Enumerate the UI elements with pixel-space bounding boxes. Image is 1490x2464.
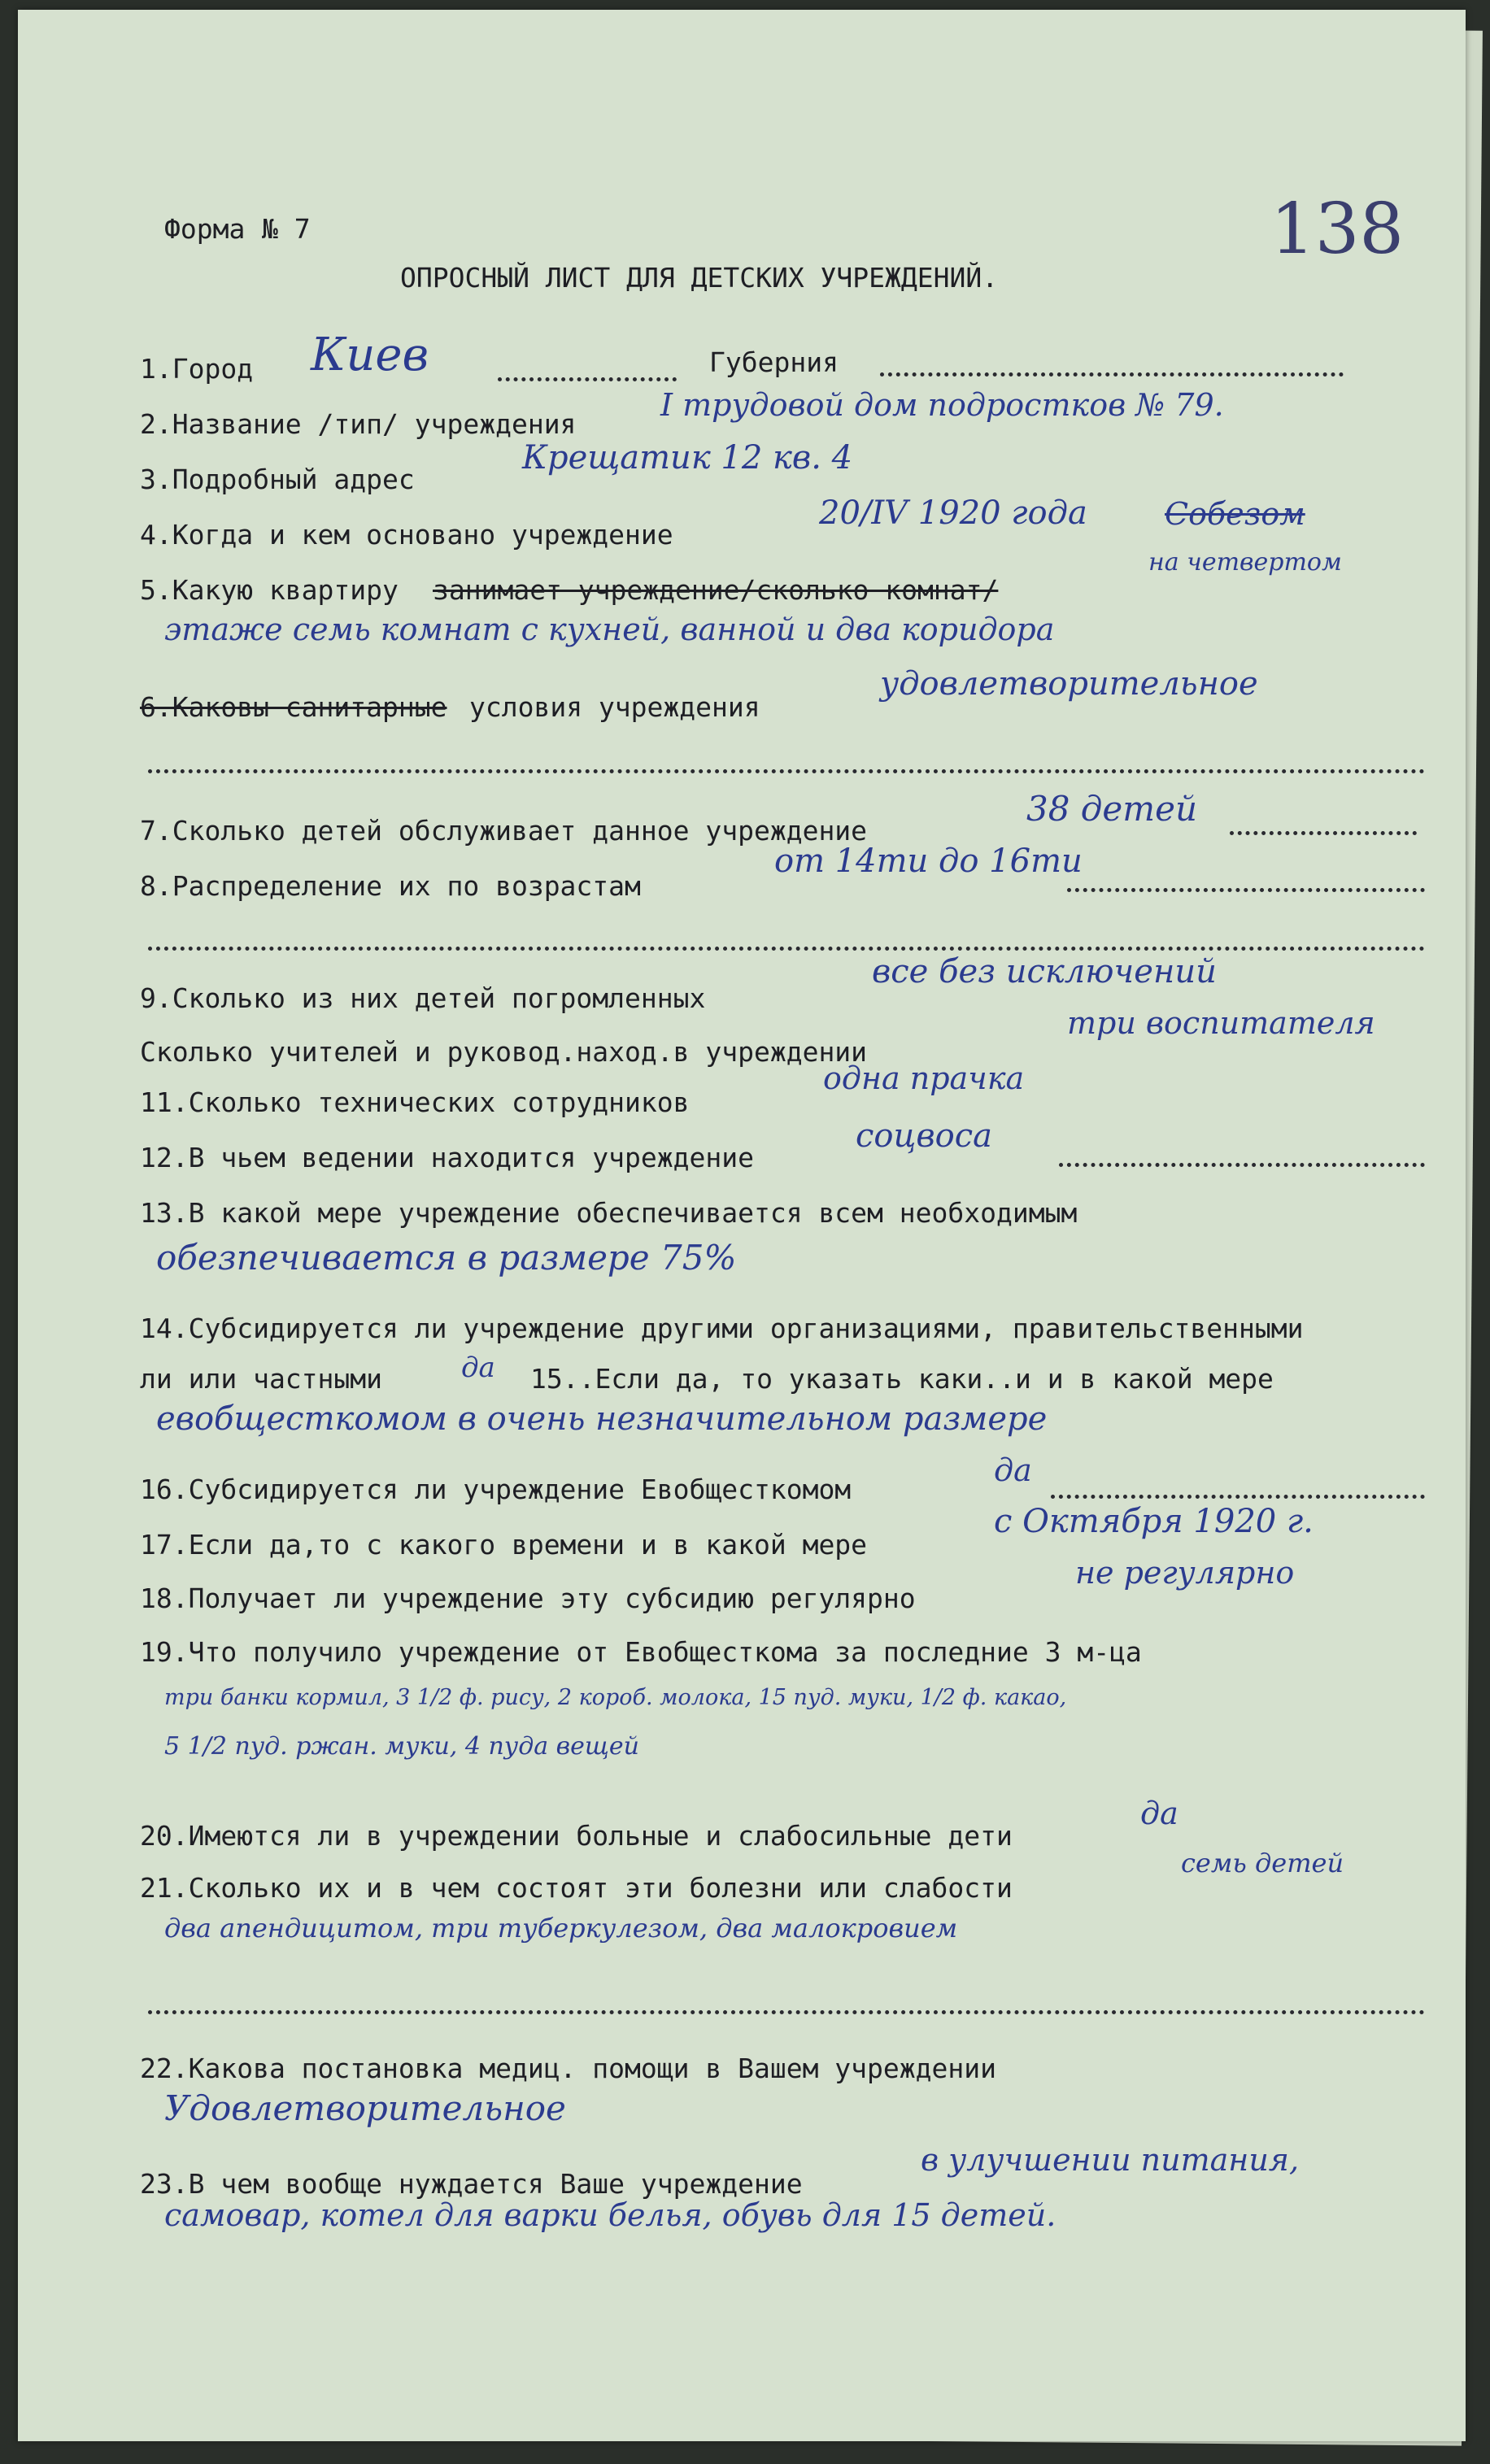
q23-answer-2: самовар, котел для варки белья, обувь для 15 детей. xyxy=(164,2197,1057,2233)
q5-answer: на четвертом xyxy=(1148,548,1342,577)
q18-answer: не регулярно xyxy=(1075,1555,1295,1591)
archive-number: 138 xyxy=(1270,189,1405,270)
q2-answer: I трудовой дом подростков № 79. xyxy=(660,387,1224,423)
q12-label: 12.В чьем ведении находится учреждение xyxy=(140,1142,754,1173)
q17-label: 17.Если да,то с какого времени и в какой мере xyxy=(140,1529,868,1561)
q1-dots xyxy=(498,377,677,381)
q5-label-struck: занимает учреждение/сколько комнат/ xyxy=(433,574,999,606)
q9-answer: все без исключений xyxy=(872,953,1217,990)
q6-label-struck: 6.Каковы санитарные xyxy=(140,691,447,723)
q1-answer: Киев xyxy=(311,329,429,381)
q17-answer: с Октября 1920 г. xyxy=(994,1503,1314,1540)
q4-answer-struck: Собезом xyxy=(1165,496,1305,532)
q10-answer: три воспитателя xyxy=(1067,1005,1375,1041)
q5-label: 5.Какую квартиру xyxy=(140,574,399,606)
q20-label: 20.Имеются ли в учреждении больные и слабосильные дети xyxy=(140,1820,1013,1852)
q12-answer: соцвоса xyxy=(856,1117,993,1155)
q19-label: 19.Что получило учреждение от Евобщесткома за последние 3 м-ца xyxy=(140,1636,1142,1668)
q3-label: 3.Подробный адрес xyxy=(140,464,415,495)
q10-label: Сколько учителей и руковод.наход.в учреждении xyxy=(140,1036,868,1068)
q14-label-cont: ли или частными xyxy=(140,1363,383,1395)
questionnaire-sheet xyxy=(18,10,1466,2441)
q22-answer: Удовлетворительное xyxy=(164,2088,566,2128)
q19-answer: три банки кормил, 3 1/2 ф. рису, 2 короб. молока, 15 пуд. муки, 1/2 ф. какао, xyxy=(164,1685,1067,1710)
form-number: № 7 xyxy=(262,213,311,245)
q11-answer: одна прачка xyxy=(823,1060,1025,1096)
q20-answer: да xyxy=(1140,1796,1178,1831)
q8-dots-2 xyxy=(148,947,1425,951)
q15-answer: евобщесткомом в очень незначительном размере xyxy=(156,1400,1048,1438)
q8-dots xyxy=(1067,888,1425,892)
q21-label: 21.Сколько их и в чем состоят эти болезни или слабости xyxy=(140,1872,1013,1904)
q7-answer: 38 детей xyxy=(1026,789,1197,829)
q23-label: 23.В чем вообще нуждается Ваше учреждение xyxy=(140,2168,803,2200)
q1-label: 1.Город xyxy=(140,353,254,385)
q6-dots xyxy=(148,769,1425,773)
q1-dots-2 xyxy=(880,372,1344,377)
q6-label: условия учреждения xyxy=(469,691,760,723)
q18-label: 18.Получает ли учреждение эту субсидию регулярно xyxy=(140,1582,916,1614)
q19-answer-2: 5 1/2 пуд. ржан. муки, 4 пуда вещей xyxy=(164,1732,639,1761)
q3-answer: Крещатик 12 кв. 4 xyxy=(522,439,853,477)
q4-answer: 20/IV 1920 года xyxy=(819,494,1087,532)
q6-answer: удовлетворительное xyxy=(880,665,1258,703)
q14-label: 14.Субсидируется ли учреждение другими организациями, правительственными xyxy=(140,1313,1304,1344)
q23-answer: в улучшении питания, xyxy=(921,2142,1300,2178)
q13-answer: обезпечивается в размере 75% xyxy=(156,1238,737,1278)
q15-label: 15..Если да, то указать каки..и и в какой мере xyxy=(530,1363,1274,1395)
q21-answer: семь детей xyxy=(1181,1848,1344,1878)
q7-label: 7.Сколько детей обслуживает данное учреждение xyxy=(140,815,868,847)
form-label: Форма xyxy=(164,213,246,245)
q1-extra-label: Губерния xyxy=(709,346,839,378)
q8-answer: от 14ти до 16ти xyxy=(774,842,1083,880)
q14-answer: да xyxy=(461,1352,495,1384)
q9-label: 9.Сколько из них детей погромленных xyxy=(140,982,706,1014)
q12-dots xyxy=(1059,1163,1425,1167)
q16-label: 16.Субсидируется ли учреждение Евобщесткомом xyxy=(140,1474,852,1505)
q22-label: 22.Какова постановка медиц. помощи в Вашем учреждении xyxy=(140,2053,996,2084)
q21-dots xyxy=(148,2010,1425,2014)
q13-label: 13.В какой мере учреждение обеспечивается всем необходимым xyxy=(140,1197,1078,1229)
q16-answer: да xyxy=(994,1452,1032,1488)
page-title: ОПРОСНЫЙ ЛИСТ ДЛЯ ДЕТСКИХ УЧРЕЖДЕНИЙ. xyxy=(400,262,999,294)
q7-dots xyxy=(1230,831,1417,835)
q11-label: 11.Сколько технических сотрудников xyxy=(140,1086,690,1118)
q21-answer-2: два апендицитом, три туберкулезом, два малокровием xyxy=(164,1913,958,1944)
q8-label: 8.Распределение их по возрастам xyxy=(140,870,641,902)
q2-label: 2.Название /тип/ учреждения xyxy=(140,408,577,440)
q4-label: 4.Когда и кем основано учреждение xyxy=(140,519,673,551)
q5-answer-2: этаже семь комнат с кухней, ванной и два коридора xyxy=(164,612,1055,647)
q16-dots xyxy=(1051,1495,1425,1499)
